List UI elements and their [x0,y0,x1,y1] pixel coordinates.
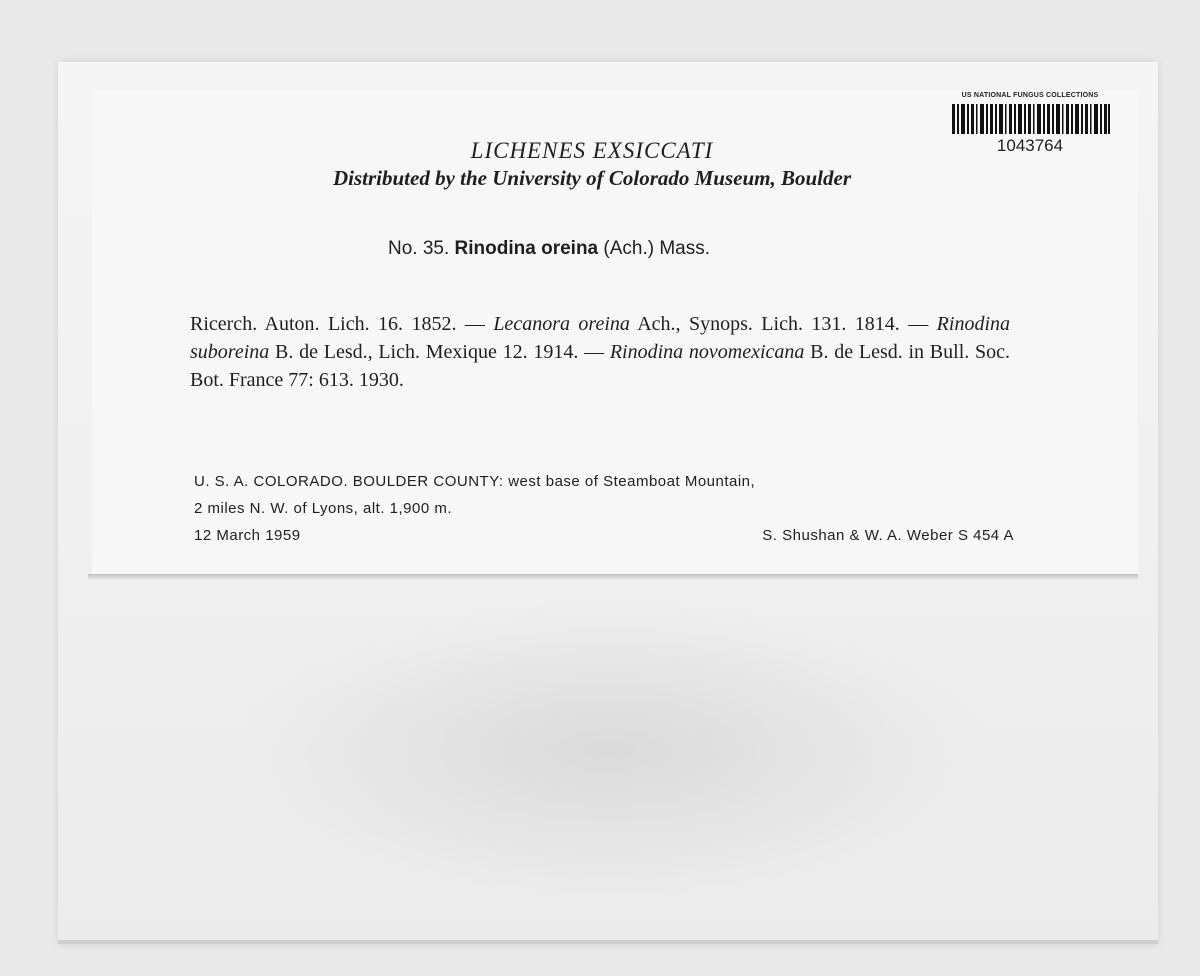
packet-stain [230,600,990,900]
synonym-name: Lecanora oreina [493,313,630,335]
synonymy-paragraph [190,310,1010,394]
collectors: S. Shushan & W. A. Weber S 454 A [762,527,1014,544]
label-flap-edge [88,574,1138,580]
entry-number: No. 35. [388,238,450,259]
synonym-name: Rinodina suboreina [190,313,1011,363]
locality-line: U. S. A. COLORADO. BOULDER COUNTY: west base of Steamboat Mountain, [194,473,756,490]
taxon-entry [388,238,710,260]
synonymy-part: Ricerch. Auton. Lich. 16. 1852. — [190,313,494,335]
collection-date: 12 March 1959 [194,527,301,544]
locality-block [194,468,1014,549]
distributor-line: Distributed by the University of Colorado Museum, Boulder [332,166,852,190]
packet-bottom-edge [58,940,1158,944]
synonymy-part: B. de Lesd., Lich. Mexique 12. 1914. — [269,341,610,363]
taxon-name: Rinodina oreina [454,238,599,259]
series-title: LICHENES EXSICCATI [470,138,714,163]
barcode-label [944,90,1116,166]
date-collector-row [194,522,1014,549]
synonymy-part: B. de Lesd. in Bull. Soc. Bot. France 77: 613. 1930. [190,341,1011,391]
barcode-org: US NATIONAL FUNGUS COLLECTIONS [961,92,1099,99]
taxon-authority: (Ach.) Mass. [603,238,711,259]
barcode-number: 1043764 [996,136,1064,155]
barcode-icon [952,104,1110,134]
locality-line: 2 miles N. W. of Lyons, alt. 1,900 m. [194,500,453,517]
synonymy-part: Ach., Synops. Lich. 131. 1814. — [629,313,937,335]
synonym-name: Rinodina novomexicana [609,341,805,363]
